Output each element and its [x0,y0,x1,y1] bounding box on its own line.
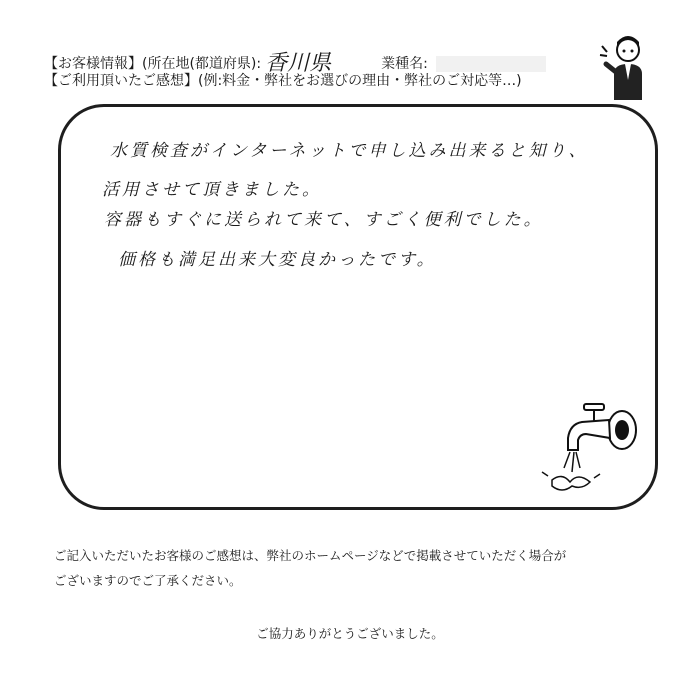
location-label: (所在地(都道府県): [142,56,262,72]
comment-line-1: 水質検査がインターネットで申し込み出来ると知り、 [110,141,589,161]
faucet-icon [512,398,642,503]
impression-example: (例:料金・弊社をお選びの理由・弊社のご対応等…) [198,73,522,89]
thanks-message: ご協力ありがとうございました。 [256,626,444,641]
industry-label: 業種名: [381,56,428,72]
impression-line [44,70,522,90]
notice-line-2: ございますのでご了承ください。 [54,573,242,588]
comment-line-2: 活用させて頂きました。 [102,180,322,200]
comment-line-3: 容器もすぐに送られて来て、すごく便利でした。 [104,210,544,230]
comment-line-4: 価格も満足出来大変良かったです。 [118,250,437,270]
notice-line-1: ご記入いただいたお客様のご感想は、弊社のホームページなどで掲載させていただく場合が [54,548,567,563]
impression-label: 【ご利用頂いたご感想】 [44,73,198,89]
prefecture-value: 香川県 [265,51,332,76]
businessman-icon [596,28,658,100]
customer-info-label: 【お客様情報】 [44,56,142,72]
